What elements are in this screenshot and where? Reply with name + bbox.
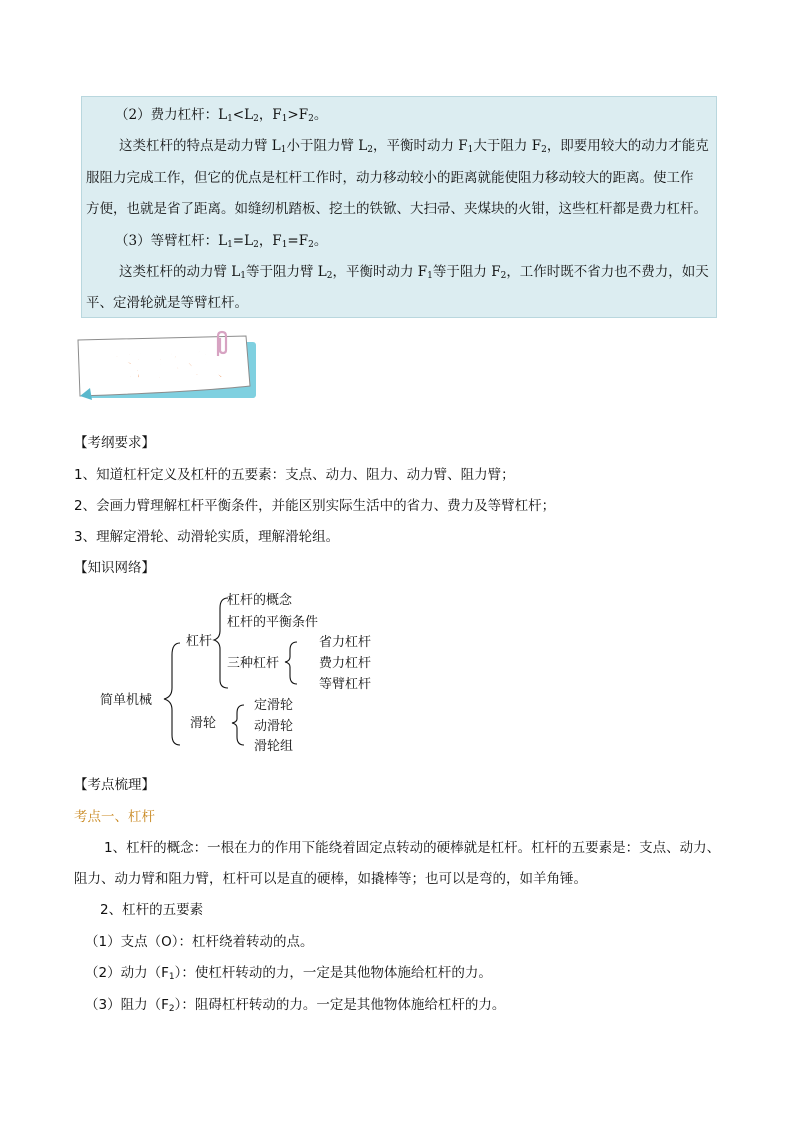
box-line-1: （2）费力杠杆：$L_1<L_2$，$F_1>F_2$。 xyxy=(115,107,328,124)
lever-concept-line-2: 阻力、动力臂和阻力臂，杠杆可以是直的硬棒，如撬棒等；也可以是弯的，如羊角锤。 xyxy=(74,871,587,887)
box-line-2: 这类杠杆的特点是动力臂 $L_1$小于阻力臂 $L_2$，平衡时动力 $F_1$大于阻力 $F_2$，即要用较大的动力才能克 xyxy=(119,138,709,155)
req-item-3: 3、理解定滑轮、动滑轮实质，理解滑轮组。 xyxy=(74,529,340,545)
tree-saving-lever: 省力杠杆 xyxy=(319,635,372,650)
tree-root: 简单机械 xyxy=(100,693,153,708)
tree-lever-concept: 杠杆的概念 xyxy=(227,593,293,608)
element-effort: （2）动力$(F_1)$：使杠杆转动的力，一定是其他物体施给杠杆的力。 xyxy=(85,965,492,982)
req-heading: 【考纲要求】 xyxy=(74,435,155,451)
req-item-2: 2、会画力臂理解杠杆平衡条件，并能区别实际生活中的省力、费力及等臂杠杆； xyxy=(74,498,556,514)
lever-concept-line-1: 1、杠杆的概念：一根在力的作用下能绕着固定点转动的硬棒就是杠杆。杠杆的五要素是：支点、动力、 xyxy=(104,840,721,856)
box-line-5: （3）等臂杠杆：$L_1=L_2$，$F_1=F_2$。 xyxy=(115,233,328,250)
element-fulcrum: （1）支点（O）：杠杆绕着转动的点。 xyxy=(85,934,314,950)
tree-equal-lever: 等臂杠杆 xyxy=(319,677,372,692)
tree-lever-balance: 杠杆的平衡条件 xyxy=(227,615,319,630)
element-resistance: （3）阻力$(F_2)$：阻碍杠杆转动的力。一定是其他物体施给杠杆的力。 xyxy=(85,997,506,1014)
tree-lever: 杠杆 xyxy=(186,634,213,649)
box-line-3: 服阻力完成工作，但它的优点是杠杆工作时，动力移动较小的距离就能使阻力移动较大的距离。使工作 xyxy=(86,170,694,186)
points-heading: 【考点梳理】 xyxy=(74,777,155,793)
five-elements-title: 2、杠杆的五要素 xyxy=(100,902,204,918)
box-line-6: 这类杠杆的动力臂 $L_1$等于阻力臂 $L_2$，平衡时动力 $F_1$等于阻力 $F_2$，工作时既不省力也不费力，如天 xyxy=(119,264,709,281)
tree-costing-lever: 费力杠杆 xyxy=(319,656,372,671)
tree-pulley-group: 滑轮组 xyxy=(254,739,294,754)
box-line-7: 平、定滑轮就是等臂杠杆。 xyxy=(86,295,248,311)
banner-title: 查漏补缺 xyxy=(104,349,224,384)
tree-fixed-pulley: 定滑轮 xyxy=(254,698,294,713)
tree-three-levers: 三种杠杆 xyxy=(227,656,280,671)
tree-movable-pulley: 动滑轮 xyxy=(254,719,294,734)
network-heading: 【知识网络】 xyxy=(74,560,155,576)
point-one-title: 考点一、杠杆 xyxy=(74,809,155,825)
req-item-1: 1、知道杠杆定义及杠杆的五要素：支点、动力、阻力、动力臂、阻力臂； xyxy=(74,467,515,483)
tree-pulley: 滑轮 xyxy=(190,716,217,731)
box-line-4: 方便，也就是省了距离。如缝纫机踏板、挖土的铁锨、大扫帚、夹煤块的火钳，这些杠杆都是费力杠杆。 xyxy=(86,201,707,217)
